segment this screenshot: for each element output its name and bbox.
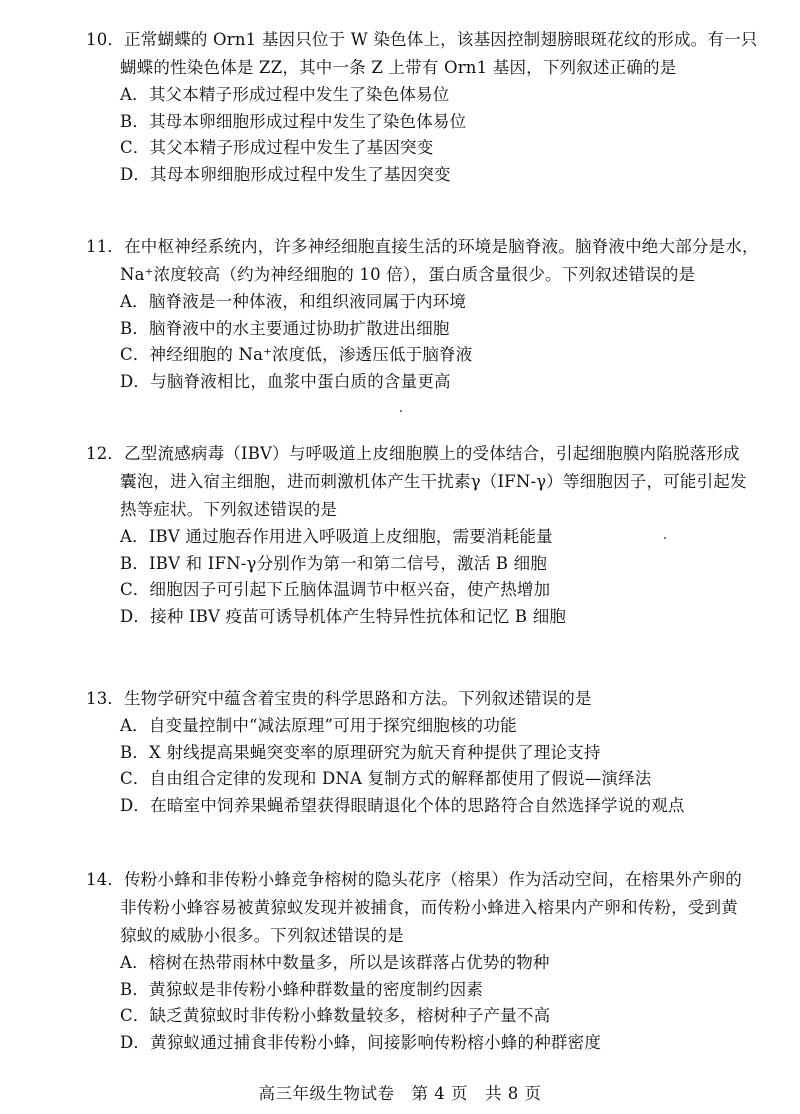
question-stem-line: 14．传粉小蜂和非传粉小蜂竞争榕树的隐头花序（榕果）作为活动空间，在榕果外产卵的 bbox=[86, 870, 742, 889]
option-d: D．其母本卵细胞形成过程中发生了基因突变 bbox=[120, 164, 451, 184]
question-10 bbox=[86, 26, 786, 188]
question-stem-line: 13．生物学研究中蕴含着宝贵的科学思路和方法。下列叙述错误的是 bbox=[86, 689, 592, 708]
option-d: D．接种 IBV 疫苗可诱导机体产生特异性抗体和记忆 B 细胞 bbox=[120, 606, 567, 626]
option-a: A．其父本精子形成过程中发生了染色体易位 bbox=[120, 85, 450, 104]
question-12 bbox=[86, 440, 786, 630]
option-b: B．IBV 和 IFN-γ分别作为第一和第二信号，激活 B 细胞 bbox=[120, 553, 548, 573]
page-footer: 高三年级生物试卷 第 4 页 共 8 页 bbox=[258, 1084, 542, 1103]
option-list bbox=[86, 289, 786, 395]
option-c: C．缺乏黄猄蚁时非传粉小蜂数量较多，榕树种子产量不高 bbox=[120, 1006, 551, 1025]
option-b: B．脑脊液中的水主要通过协助扩散进出细胞 bbox=[120, 318, 450, 338]
scan-speck bbox=[664, 537, 666, 539]
option-list bbox=[86, 82, 786, 188]
scan-speck bbox=[400, 410, 402, 412]
question-11 bbox=[86, 233, 786, 395]
option-list bbox=[86, 713, 786, 819]
question-stem-line: 11．在中枢神经系统内，许多神经细胞直接生活的环境是脑脊液。脑脊液中绝大部分是水， bbox=[86, 237, 759, 256]
option-d: D．在暗室中饲养果蝇希望获得眼睛退化个体的思路符合自然选择学说的观点 bbox=[120, 795, 685, 815]
question-14 bbox=[86, 866, 786, 1056]
question-stem-line: 囊泡，进入宿主细胞，进而刺激机体产生干扰素γ（IFN-γ）等细胞因子，可能引起发 bbox=[120, 472, 747, 491]
option-c: C．神经细胞的 Na⁺浓度低，渗透压低于脑脊液 bbox=[120, 345, 473, 364]
question-stem-line: 蝴蝶的性染色体是 ZZ，其中一条 Z 上带有 Orn1 基因，下列叙述正确的是 bbox=[120, 58, 677, 77]
question-stem-line: 非传粉小蜂容易被黄猄蚁发现并被捕食，而传粉小蜂进入榕果内产卵和传粉，受到黄 bbox=[120, 898, 738, 917]
option-list bbox=[86, 524, 786, 630]
question-stem-line: 猄蚁的威胁小很多。下列叙述错误的是 bbox=[120, 926, 404, 945]
option-a: A．榕树在热带雨林中数量多，所以是该群落占优势的物种 bbox=[120, 953, 550, 972]
option-a: A．脑脊液是一种体液，和组织液同属于内环境 bbox=[120, 292, 467, 311]
question-stem-line: 10．正常蝴蝶的 Orn1 基因只位于 W 染色体上，该基因控制翅膀眼斑花纹的形成。有一只 bbox=[86, 30, 758, 49]
option-d: D．与脑脊液相比，血浆中蛋白质的含量更高 bbox=[120, 371, 451, 391]
option-b: B．其母本卵细胞形成过程中发生了染色体易位 bbox=[120, 111, 467, 131]
option-b: B．黄猄蚁是非传粉小蜂种群数量的密度制约因素 bbox=[120, 979, 484, 999]
option-c: C．自由组合定律的发现和 DNA 复制方式的解释都使用了假说—演绎法 bbox=[120, 769, 652, 788]
option-b: B．X 射线提高果蝇突变率的原理研究为航天育种提供了理论支持 bbox=[120, 742, 601, 762]
option-d: D．黄猄蚁通过捕食非传粉小蜂，间接影响传粉榕小蜂的种群密度 bbox=[120, 1032, 602, 1052]
option-c: C．细胞因子可引起下丘脑体温调节中枢兴奋，使产热增加 bbox=[120, 580, 551, 599]
question-stem-line: Na⁺浓度较高（约为神经细胞的 10 倍），蛋白质含量很少。下列叙述错误的是 bbox=[120, 265, 696, 284]
question-stem-line: 12．乙型流感病毒（IBV）与呼吸道上皮细胞膜上的受体结合，引起细胞膜内陷脱落形成 bbox=[86, 444, 740, 463]
option-a: A．IBV 通过胞吞作用进入呼吸道上皮细胞，需要消耗能量 bbox=[120, 527, 553, 546]
option-a: A．自变量控制中“减法原理”可用于探究细胞核的功能 bbox=[120, 716, 517, 735]
option-list bbox=[86, 950, 786, 1056]
question-stem-line: 热等症状。下列叙述错误的是 bbox=[120, 500, 338, 519]
question-13 bbox=[86, 685, 786, 819]
option-c: C．其父本精子形成过程中发生了基因突变 bbox=[120, 138, 434, 157]
